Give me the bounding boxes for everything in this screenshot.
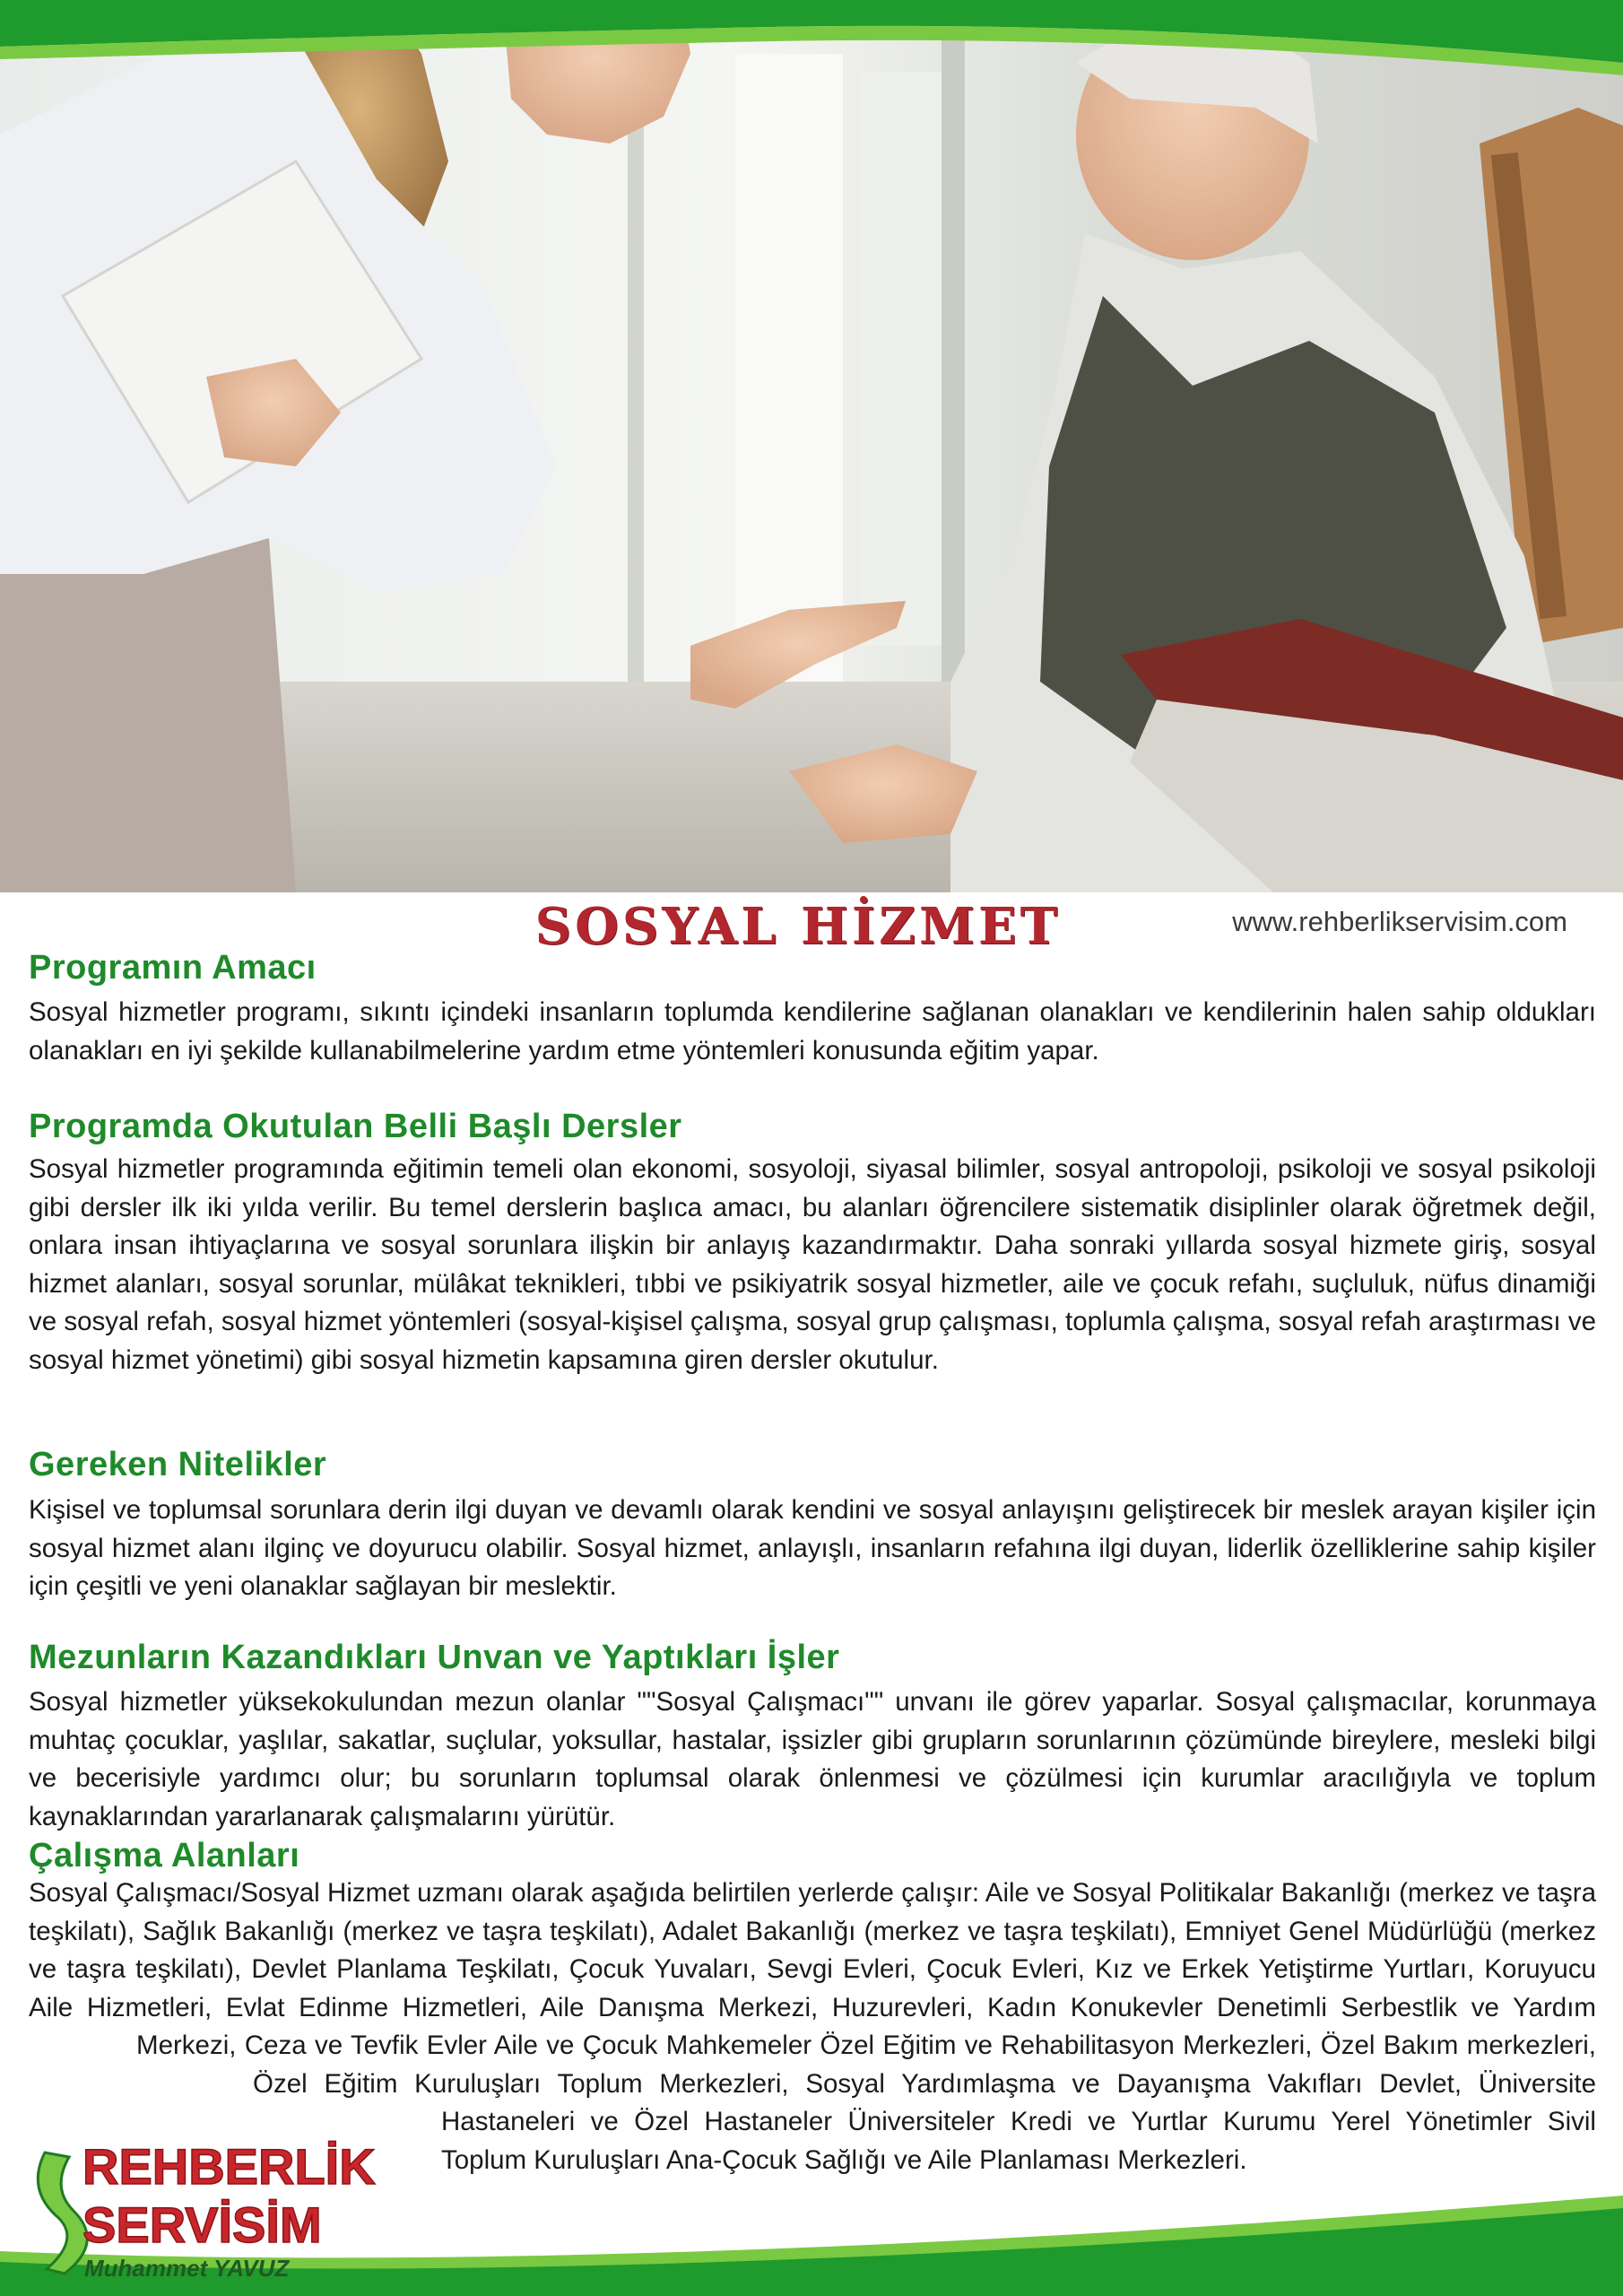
section-text-program-aim: Sosyal hizmetler programı, sıkıntı içindeki insanların toplumda kendilerine sağlanan olanakları ve kendilerinin halen sahip oldukları olanakları en iyi şekilde kullanabilmelerine yardım etme yöntemleri konusunda eğitim yapar. <box>29 997 1596 1065</box>
logo-emblem <box>20 2117 450 2287</box>
logo-author: Muhammet YAVUZ <box>84 2255 290 2282</box>
section-text-work-areas: Sosyal Çalışmacı/Sosyal Hizmet uzmanı olarak aşağıda belirtilen yerlerde çalışır: Aile ve Sosyal Politikalar Bakanlığı (merkez ve taşra teşkilatı), Sağlık Bakanlığı (merkez ve taşra teşkilatı), Adalet Bakanlığı (merkez ve taşra teşkilatı), Emniyet Genel Müdürlüğü (merkez ve taşra teşkilatı), Devlet Planlama Teşkilatı, Çocuk Yuvaları, Sevgi Evleri, Çocuk Evleri, Kız ve Erkek Yetiştirme Yurtları, Koruyucu Aile Hizmetleri, Evlat Edinme Hizmetleri, Aile Danışma Merkezi, Huzurevleri, Kadın Konukevler Denetimli Serbestlik ve Yardım Merkezi, Ceza ve Tevfik Evler Aile ve Çocuk Mahkemeler Özel Eğitim ve Rehabilitasyon Merkezleri, Özel Bakım merkezleri, Özel Eğitim Kuruluşları Toplum Merkezleri, Sosyal Yardımlaşma ve Dayanışma Vakıfları Devlet, Üniversite Hastaneleri ve Özel Hastaneler Üniversiteler Kredi ve Yurtlar Kurumu Yerel Yönetimler Sivil Toplum Kuruluşları Ana-Çocuk Sağlığı ve Aile Planlaması Merkezleri. <box>29 1878 1596 2175</box>
section-heading-graduate-titles: Mezunların Kazandıkları Unvan ve Yaptıkları İşler <box>29 1639 840 1676</box>
rehberlik-servisim-logo <box>20 2117 450 2287</box>
section-text-courses: Sosyal hizmetler programında eğitimin temeli olan ekonomi, sosyoloji, siyasal bilimler, sosyal antropoloji, psikoloji ve sosyal psikoloji gibi dersler ilk iki yılda verilir. Bu temel derslerin başlıca amacı, bu alanları öğrencilere sistematik disiplinler olarak öğretmek değil, onlara insan ihtiyaçlarına ve sosyal sorunlara ilişkin bir anlayış kazandırmaktır. Daha sonraki yıllarda sosyal hizmete giriş, sosyal hizmet alanları, sosyal sorunlar, mülâkat teknikleri, tıbbi ve psikiyatrik sosyal hizmetler, aile ve çocuk refahı, suçluluk, nüfus dinamiği ve sosyal refah, sosyal hizmet yöntemleri (sosyal-kişisel çalışma, sosyal grup çalışması, toplumla çalışma, sosyal refah araştırması ve sosyal hizmet yönetimi) gibi sosyal hizmetin kapsamına giren dersler okutulur. <box>29 1154 1596 1375</box>
top-green-swoosh <box>0 0 1623 108</box>
logo-line1: REHBERLİK <box>82 2138 376 2195</box>
section-heading-work-areas: Çalışma Alanları <box>29 1837 300 1874</box>
section-heading-program-aim: Programın Amacı <box>29 949 317 987</box>
header-photo <box>0 0 1623 892</box>
page-title: SOSYAL HİZMET <box>534 897 1062 956</box>
website-link[interactable]: www.rehberlikservisim.com <box>1232 906 1567 937</box>
section-text-graduate-titles: Sosyal hizmetler yüksekokulundan mezun olanlar ""Sosyal Çalışmacı"" unvanı ile görev yaparlar. Sosyal çalışmacılar, korunmaya muhtaç çocuklar, yaşlılar, sakatlar, suçlular, yoksullar, hastalar, işsizler gibi grupların sorunlarının çözümünde bireylere, mesleki bilgi ve becerisiyle yardımcı olur; bu sorunların toplumsal olarak önlenmesi ve çözülmesi için kurumlar aracılığıyla ve toplum kaynaklarından yararlanarak çalışmalarını yürütür. <box>29 1687 1596 1831</box>
logo-line2: SERVİSİM <box>82 2196 322 2253</box>
section-text-qualifications: Kişisel ve toplumsal sorunlara derin ilgi duyan ve devamlı olarak kendini ve sosyal anlayışını geliştirecek bir meslek arayan kişiler için sosyal hizmet alanı ilginç ve doyurucu olabilir. Sosyal hizmet, anlayışlı, insanların refahına ilgi duyan, liderlik özelliklerine sahip kişiler için çeşitli ve yeni olanaklar sağlayan bir meslektir. <box>29 1495 1596 1601</box>
caregiver-elderly-photo <box>0 0 1623 892</box>
section-heading-qualifications: Gereken Nitelikler <box>29 1446 327 1483</box>
section-heading-courses: Programda Okutulan Belli Başlı Dersler <box>29 1108 682 1145</box>
